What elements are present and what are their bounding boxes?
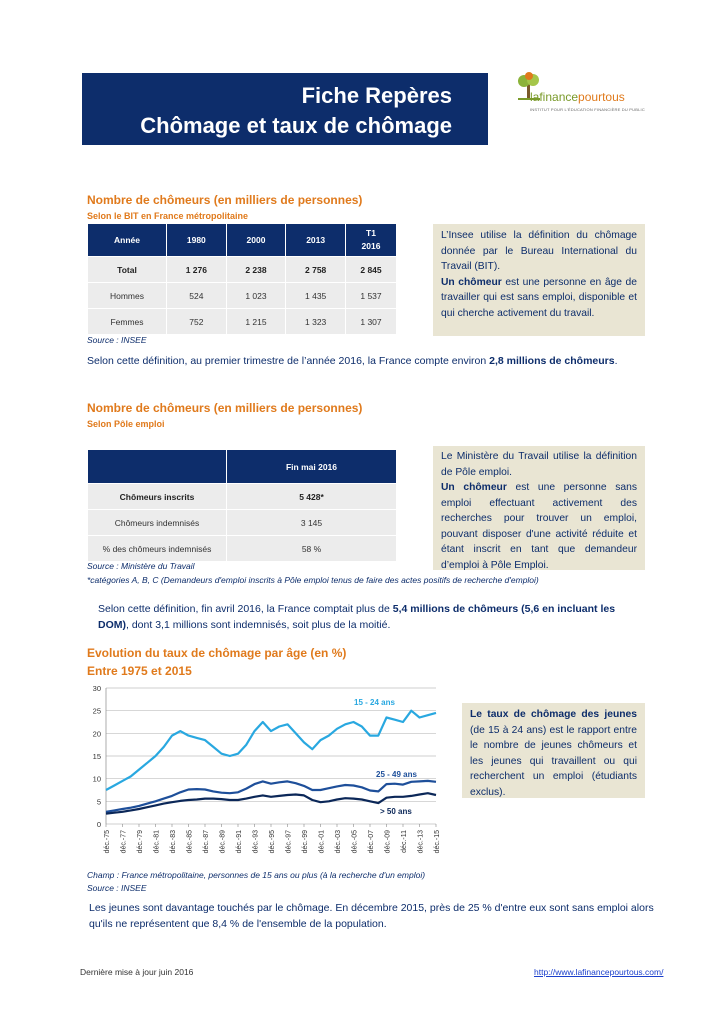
- bit-summary-paragraph: Selon cette définition, au premier trimestre de l’année 2016, la France compte environ 2,8 millions de chômeurs.: [87, 355, 618, 367]
- unemployment-by-age-chart: [80, 680, 450, 870]
- table-cell: 58 %: [227, 536, 397, 562]
- table-row: [88, 484, 397, 510]
- pole-emploi-definition-box: [433, 446, 645, 570]
- logo-subtitle: INSTITUT POUR L'ÉDUCATION FINANCIÈRE DU PUBLIC: [530, 107, 645, 112]
- x-tick-label: déc.-15: [434, 830, 441, 854]
- x-tick-label: déc.-09: [384, 830, 392, 854]
- table-row: [88, 536, 397, 562]
- table-row: [88, 309, 397, 335]
- series-label: > 50 ans: [380, 807, 412, 816]
- bit-table: [87, 223, 397, 335]
- title-banner: [82, 73, 488, 145]
- x-tick-label: déc.-83: [170, 830, 177, 854]
- section3-title: Evolution du taux de chômage par âge (en %): [87, 646, 347, 660]
- definition-term: Un chômeur: [441, 276, 502, 288]
- bit-definition-box: [433, 224, 645, 336]
- table-cell: 2 758: [286, 257, 346, 283]
- y-tick-label: 10: [92, 774, 101, 784]
- source-note: Source : INSEE: [87, 335, 147, 345]
- section1-title: Nombre de chômeurs (en milliers de personnes): [87, 193, 363, 207]
- definition-text: est une personne en âge de travailler qui est sans emploi, disponible et qui cherche activement du travail.: [441, 276, 637, 319]
- logo[interactable]: [514, 72, 644, 122]
- section2-title: Nombre de chômeurs (en milliers de personnes): [87, 401, 363, 415]
- table-cell: 2 238: [226, 257, 286, 283]
- y-tick-label: 0: [96, 820, 101, 829]
- table-row: [88, 283, 397, 309]
- pole-emploi-summary-paragraph: Selon cette définition, fin avril 2016, la France comptait plus de 5,4 millions de chômeurs (5,6 en incluant les DOM), dont 3,1 millions sont indemnisés, soit plus de la moitié.: [98, 603, 616, 631]
- y-tick-label: 30: [92, 684, 101, 693]
- section2-subtitle: Selon Pôle emploi: [87, 419, 165, 429]
- chart-scope-note: Champ : France métropolitaine, personnes de 15 ans ou plus (à la recherche d'un emploi): [87, 870, 426, 880]
- x-tick-label: déc.-99: [302, 830, 309, 854]
- table-cell: 1 307: [346, 309, 397, 335]
- table-header-row: [88, 450, 397, 484]
- table-row: [88, 510, 397, 536]
- table-cell: Chômeurs indemnisés: [88, 510, 227, 536]
- x-tick-label: déc.-03: [335, 830, 342, 854]
- x-tick-label: déc.-85: [186, 830, 194, 854]
- table-cell: Hommes: [88, 283, 167, 309]
- table-cell: 1 435: [286, 283, 346, 309]
- definition-text: est une personne sans emploi effectuant activement des recherches pour trouver un emploi, pouvant disposer d'une activité réduite et étant inscrit en tant que demandeur d’emploi à Pôle Emploi.: [441, 482, 638, 571]
- series-label: 15 - 24 ans: [354, 698, 395, 707]
- section1-subtitle: Selon le BIT en France métropolitaine: [87, 211, 249, 221]
- table-header: 1980: [167, 224, 227, 257]
- source-note: Source : INSEE: [87, 883, 147, 893]
- table-cell: 1 215: [226, 309, 286, 335]
- definition-text: (de 15 à 24 ans) est le rapport entre le nombre de jeunes chômeurs et les jeunes qui travaillent ou qui recherchent un emploi (étudiants exclus).: [470, 724, 637, 798]
- last-updated: Dernière mise à jour juin 2016: [80, 967, 194, 977]
- table-cell: 2 845: [346, 257, 397, 283]
- series-label: 25 - 49 ans: [376, 770, 417, 779]
- y-axis-ticks: [93, 684, 101, 829]
- x-tick-label: déc.-77: [120, 830, 128, 854]
- table-cell: Chômeurs inscrits: [88, 484, 227, 510]
- table-header: 2013: [286, 224, 346, 257]
- table-cell: % des chômeurs indemnisés: [88, 536, 227, 562]
- youth-summary-paragraph: Les jeunes sont davantage touchés par le chômage. En décembre 2015, près de 25 % d'entre eux sont sans emploi alors qu'ils ne représentent que 8,4 % de l'ensemble de la population.: [89, 902, 654, 930]
- definition-text: Le Ministère du Travail utilise la définition de Pôle emploi.: [441, 451, 637, 478]
- x-tick-label: déc.-01: [318, 830, 326, 854]
- pole-emploi-table: [87, 449, 397, 562]
- y-tick-label: 5: [96, 797, 101, 807]
- category-footnote: *catégories A, B, C (Demandeurs d'emploi inscrits à Pôle emploi tenus de faire des actes positifs de recherche d'emploi): [87, 575, 539, 585]
- x-axis-ticks: [104, 824, 441, 853]
- section3-subtitle: Entre 1975 et 2015: [87, 664, 192, 678]
- definition-text: L’Insee utilise la définition du chômage donnée par le Bureau International du Travail (BIT).: [441, 230, 637, 272]
- y-tick-label: 25: [92, 706, 101, 716]
- table-cell: 3 145: [227, 510, 397, 536]
- page-title-line1: Fiche Repères: [301, 83, 452, 108]
- table-header-empty: [88, 450, 227, 484]
- x-tick-label: déc.-75: [104, 830, 111, 854]
- definition-term: Le taux de chômage des jeunes: [470, 709, 637, 720]
- table-header: Année: [88, 224, 167, 257]
- table-header: 2000: [226, 224, 286, 257]
- x-tick-label: déc.-81: [153, 830, 161, 854]
- x-tick-label: déc.-79: [137, 830, 144, 854]
- table-cell: 1 323: [286, 309, 346, 335]
- table-cell: Total: [88, 257, 167, 283]
- table-cell: 1 537: [346, 283, 397, 309]
- x-tick-label: déc.-91: [236, 830, 243, 854]
- table-cell: 1 276: [167, 257, 227, 283]
- website-link[interactable]: http://www.lafinancepourtous.com/: [534, 967, 664, 977]
- x-tick-label: déc.-95: [269, 830, 276, 854]
- x-tick-label: déc.-89: [219, 830, 227, 854]
- x-tick-label: déc.-93: [252, 830, 260, 854]
- table-header: T1 2016: [346, 224, 397, 257]
- table-header-row: [88, 224, 397, 257]
- x-tick-label: déc.-13: [417, 830, 425, 854]
- x-tick-label: déc.-05: [351, 830, 359, 854]
- chart-series: [106, 711, 436, 814]
- logo-text: lafinancepourtous: [530, 90, 625, 104]
- source-note: Source : Ministère du Travail: [87, 561, 195, 571]
- x-tick-label: déc.-87: [203, 830, 210, 854]
- x-tick-label: déc.-07: [368, 830, 375, 854]
- definition-term: Un chômeur: [441, 482, 507, 493]
- youth-rate-definition-box: [462, 703, 645, 798]
- table-cell: 524: [167, 283, 227, 309]
- table-cell: Femmes: [88, 309, 167, 335]
- page-title-line2: Chômage et taux de chômage: [140, 113, 452, 138]
- table-header: Fin mai 2016: [227, 450, 397, 484]
- x-tick-label: déc.-97: [285, 830, 293, 854]
- table-row: [88, 257, 397, 283]
- x-tick-label: déc.-11: [401, 830, 408, 853]
- table-cell: 1 023: [226, 283, 286, 309]
- table-cell: 5 428*: [227, 484, 397, 510]
- y-tick-label: 20: [92, 729, 101, 739]
- y-tick-label: 15: [92, 752, 101, 761]
- table-cell: 752: [167, 309, 227, 335]
